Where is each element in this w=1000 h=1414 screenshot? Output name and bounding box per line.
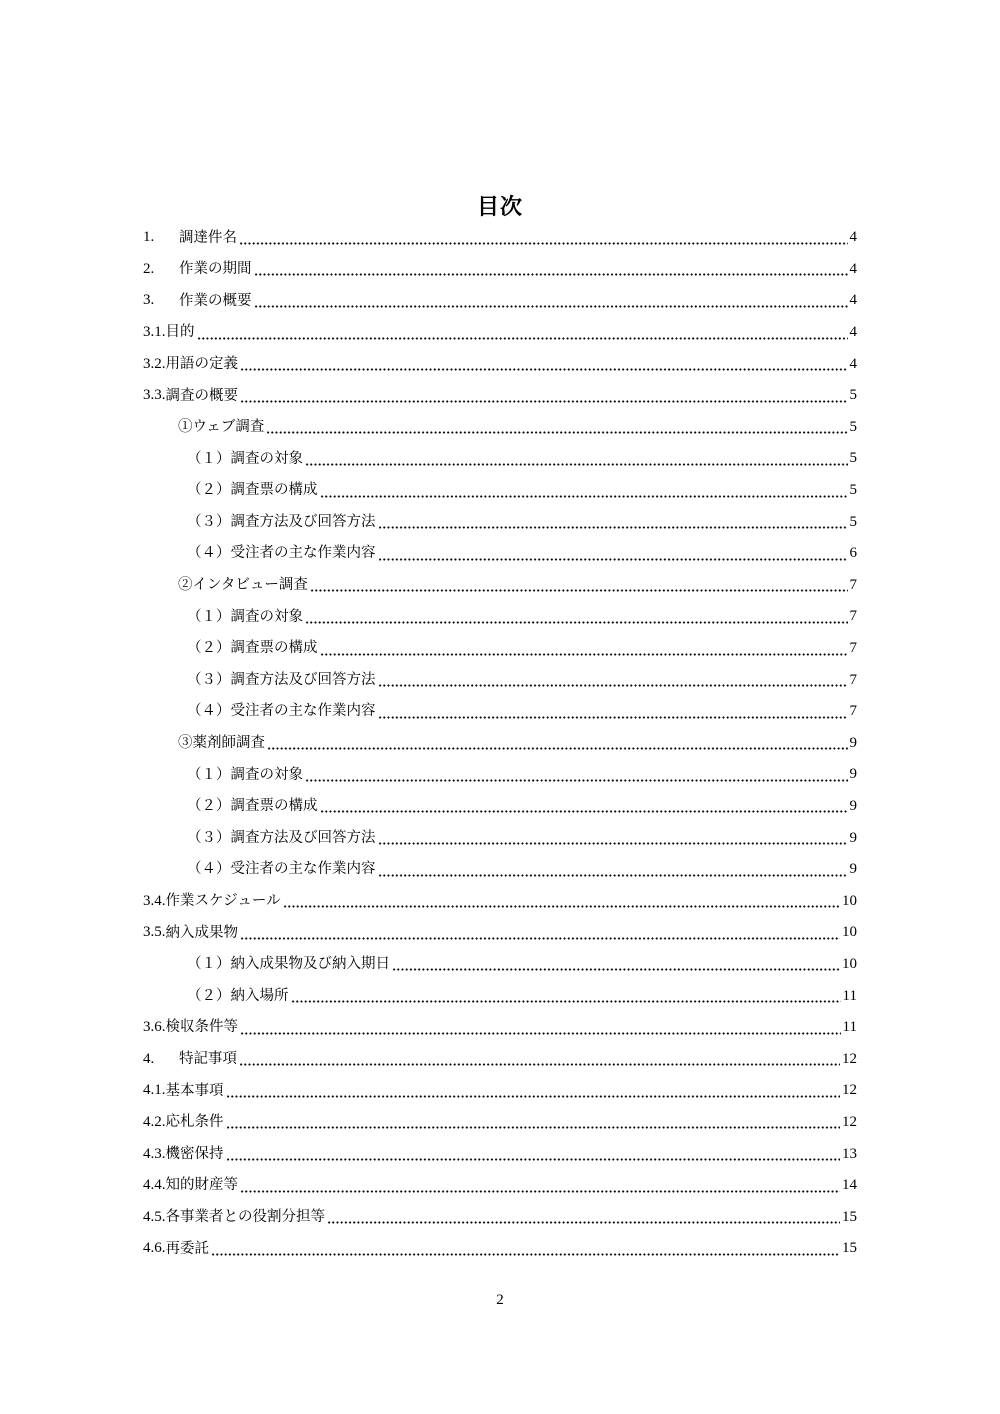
toc-dot-leader bbox=[239, 1057, 840, 1067]
toc-dot-leader bbox=[254, 299, 848, 309]
toc-entry-number: 4.2. bbox=[143, 1113, 166, 1130]
toc-entry-label: （３）調査方法及び回答方法 bbox=[187, 671, 376, 688]
toc-entry[interactable] bbox=[143, 506, 857, 538]
toc-dot-leader bbox=[240, 1184, 840, 1194]
toc-entry-page: 5 bbox=[849, 387, 857, 404]
toc-entry-label: （３）調査方法及び回答方法 bbox=[187, 513, 376, 530]
toc-dot-leader bbox=[378, 520, 848, 530]
toc-entry-label: 用語の定義 bbox=[165, 355, 238, 372]
toc-entry-page: 9 bbox=[849, 797, 857, 814]
toc-entry-page: 5 bbox=[849, 482, 857, 499]
toc-entry-label: ③薬剤師調査 bbox=[178, 735, 265, 752]
toc-entry-label: （１）調査の対象 bbox=[187, 450, 303, 467]
page-number: 2 bbox=[496, 1292, 504, 1308]
toc-entry[interactable] bbox=[143, 949, 857, 981]
toc-entry[interactable] bbox=[143, 633, 857, 665]
toc-entry[interactable] bbox=[143, 254, 857, 286]
toc-entry-label: （１）調査の対象 bbox=[187, 608, 303, 625]
toc-entry-number: 3.4. bbox=[143, 892, 166, 909]
toc-entry-label: 特記事項 bbox=[179, 1050, 237, 1067]
toc-entry[interactable] bbox=[143, 412, 857, 444]
toc-entry-number: 4.4. bbox=[143, 1177, 166, 1194]
toc-entry-label: 作業スケジュール bbox=[165, 893, 281, 910]
toc-entry-label: 応札条件 bbox=[165, 1114, 224, 1131]
toc-entry[interactable] bbox=[143, 885, 857, 917]
toc-dot-leader bbox=[378, 552, 848, 562]
toc-entry-label: （２）調査票の構成 bbox=[187, 482, 318, 499]
toc-dot-leader bbox=[240, 1026, 841, 1036]
toc-dot-leader bbox=[310, 583, 848, 593]
toc-entry-page: 6 bbox=[849, 545, 857, 562]
toc-entry-number: 3. bbox=[143, 292, 155, 309]
toc-entry-number: 4.1. bbox=[143, 1082, 166, 1099]
toc-dot-leader bbox=[211, 1247, 840, 1257]
toc-entry-page: 4 bbox=[849, 229, 857, 246]
toc-entry-label: 基本事項 bbox=[165, 1082, 224, 1099]
toc-entry[interactable] bbox=[143, 759, 857, 791]
toc-dot-leader bbox=[327, 1215, 840, 1225]
toc-entry-page: 7 bbox=[849, 576, 857, 593]
toc-entry[interactable] bbox=[143, 728, 857, 760]
toc-entry-label: （２）調査票の構成 bbox=[187, 640, 318, 657]
toc-entry-page: 4 bbox=[849, 324, 857, 341]
toc-entry[interactable] bbox=[143, 1201, 857, 1233]
toc-entry-page: 9 bbox=[849, 829, 857, 846]
toc-entry-page: 7 bbox=[849, 640, 857, 657]
toc-dot-leader bbox=[305, 457, 848, 467]
toc-entry-number: 3.2. bbox=[143, 355, 166, 372]
toc-entry-page: 10 bbox=[842, 892, 857, 909]
toc-dot-leader bbox=[239, 236, 848, 246]
toc-entry[interactable] bbox=[143, 917, 857, 949]
toc-entry-page: 12 bbox=[842, 1050, 857, 1067]
toc-dot-leader bbox=[197, 331, 848, 341]
toc-entry-page: 5 bbox=[849, 513, 857, 530]
toc-entry-page: 15 bbox=[842, 1208, 857, 1225]
toc-entry-number: 3.6. bbox=[143, 1019, 166, 1036]
toc-dot-leader bbox=[378, 710, 848, 720]
toc-entry-page: 7 bbox=[849, 608, 857, 625]
toc-entry-label: 作業の概要 bbox=[179, 292, 252, 309]
toc-entry-label: （４）受注者の主な作業内容 bbox=[187, 545, 376, 562]
toc-entry[interactable] bbox=[143, 1233, 857, 1265]
toc-dot-leader bbox=[378, 868, 848, 878]
toc-entry-label: 調査の概要 bbox=[165, 387, 238, 404]
toc-entry-number: 3.1. bbox=[143, 324, 166, 341]
toc-dot-leader bbox=[240, 931, 840, 941]
toc-dot-leader bbox=[283, 899, 840, 909]
toc-entry-label: 納入成果物 bbox=[165, 924, 238, 941]
toc-entry-label: （４）受注者の主な作業内容 bbox=[187, 861, 376, 878]
toc-entry-page: 10 bbox=[842, 924, 857, 941]
toc-entry[interactable] bbox=[143, 822, 857, 854]
toc-dot-leader bbox=[291, 994, 841, 1004]
toc-entry[interactable] bbox=[143, 222, 857, 254]
toc-entry-label: 知的財産等 bbox=[165, 1177, 238, 1194]
toc-entry-number: 4.5. bbox=[143, 1208, 166, 1225]
toc-dot-leader bbox=[254, 267, 848, 277]
toc-entry[interactable] bbox=[143, 443, 857, 475]
toc-entry-page: 12 bbox=[842, 1082, 857, 1099]
toc-dot-leader bbox=[320, 647, 848, 657]
toc-entry-label: 目的 bbox=[165, 324, 195, 341]
toc-entry[interactable] bbox=[143, 285, 857, 317]
toc-entry-number: 3.3. bbox=[143, 387, 166, 404]
toc-entry-page: 12 bbox=[842, 1113, 857, 1130]
toc-entry[interactable] bbox=[143, 791, 857, 823]
toc-entry-number: 4.6. bbox=[143, 1240, 166, 1257]
toc-entry-number: 1. bbox=[143, 229, 155, 246]
toc-entry[interactable] bbox=[143, 601, 857, 633]
toc-entry[interactable] bbox=[143, 664, 857, 696]
toc-entry-label: 機密保持 bbox=[165, 1145, 224, 1162]
toc-entry-page: 9 bbox=[849, 734, 857, 751]
toc-entry[interactable] bbox=[143, 1075, 857, 1107]
toc-entry[interactable] bbox=[143, 1043, 857, 1075]
toc-entry[interactable] bbox=[143, 538, 857, 570]
toc-dot-leader bbox=[320, 804, 848, 814]
toc-dot-leader bbox=[226, 1089, 841, 1099]
toc-entry[interactable] bbox=[143, 348, 857, 380]
toc-entry-label: （２）納入場所 bbox=[187, 987, 289, 1004]
toc-entry-number: 4. bbox=[143, 1050, 155, 1067]
toc-entry-number: 2. bbox=[143, 260, 155, 277]
toc-dot-leader bbox=[240, 362, 848, 372]
page-title: 目次 bbox=[476, 195, 523, 220]
toc-entry-label: 再委託 bbox=[165, 1240, 209, 1257]
toc-entry-label: 検収条件等 bbox=[165, 1019, 238, 1036]
toc-dot-leader bbox=[378, 678, 848, 688]
toc-entry-page: 4 bbox=[849, 292, 857, 309]
toc-dot-leader bbox=[392, 962, 840, 972]
toc-entry-page: 15 bbox=[842, 1240, 857, 1257]
toc-entry-page: 13 bbox=[842, 1145, 857, 1162]
toc-entry-page: 10 bbox=[842, 955, 857, 972]
toc-entry-page: 9 bbox=[849, 766, 857, 783]
toc-entry-page: 5 bbox=[849, 450, 857, 467]
toc-entry-number: 4.3. bbox=[143, 1145, 166, 1162]
toc-entry[interactable] bbox=[143, 1012, 857, 1044]
toc-entry-page: 7 bbox=[849, 671, 857, 688]
toc-entry-page: 5 bbox=[849, 418, 857, 435]
toc-entry-label: （３）調査方法及び回答方法 bbox=[187, 829, 376, 846]
toc-dot-leader bbox=[305, 615, 848, 625]
toc-dot-leader bbox=[226, 1120, 841, 1130]
toc-entry-page: 9 bbox=[849, 861, 857, 878]
toc-dot-leader bbox=[240, 394, 848, 404]
toc-entry[interactable] bbox=[143, 696, 857, 728]
toc-entry[interactable] bbox=[143, 854, 857, 886]
toc-entry-page: 4 bbox=[849, 355, 857, 372]
toc-entry[interactable] bbox=[143, 1170, 857, 1202]
toc-entry-label: ①ウェブ調査 bbox=[178, 419, 265, 436]
toc-entry-label: （１）納入成果物及び納入期日 bbox=[187, 956, 390, 973]
toc-entry[interactable] bbox=[143, 475, 857, 507]
toc-entry-label: （４）受注者の主な作業内容 bbox=[187, 703, 376, 720]
toc-entry-page: 11 bbox=[842, 1019, 857, 1036]
toc-entry[interactable] bbox=[143, 570, 857, 602]
table-of-contents bbox=[143, 222, 857, 1265]
toc-entry-number: 3.5. bbox=[143, 924, 166, 941]
toc-dot-leader bbox=[305, 773, 848, 783]
toc-entry-page: 7 bbox=[849, 703, 857, 720]
toc-dot-leader bbox=[226, 1152, 841, 1162]
toc-entry-page: 11 bbox=[842, 987, 857, 1004]
toc-entry-label: （１）調査の対象 bbox=[187, 766, 303, 783]
toc-entry-page: 4 bbox=[849, 260, 857, 277]
toc-entry-label: 各事業者との役割分担等 bbox=[165, 1208, 325, 1225]
toc-dot-leader bbox=[266, 425, 847, 435]
toc-entry[interactable] bbox=[143, 1138, 857, 1170]
toc-entry[interactable] bbox=[143, 980, 857, 1012]
toc-entry-label: 作業の期間 bbox=[179, 261, 252, 278]
toc-entry[interactable] bbox=[143, 380, 857, 412]
toc-entry-page: 14 bbox=[842, 1177, 857, 1194]
toc-entry-label: 調達件名 bbox=[179, 229, 237, 246]
toc-dot-leader bbox=[267, 741, 848, 751]
toc-dot-leader bbox=[320, 489, 848, 499]
toc-entry[interactable] bbox=[143, 317, 857, 349]
toc-entry-label: ②インタビュー調査 bbox=[178, 577, 308, 594]
toc-dot-leader bbox=[378, 836, 848, 846]
toc-entry-label: （２）調査票の構成 bbox=[187, 798, 318, 815]
toc-entry[interactable] bbox=[143, 1107, 857, 1139]
